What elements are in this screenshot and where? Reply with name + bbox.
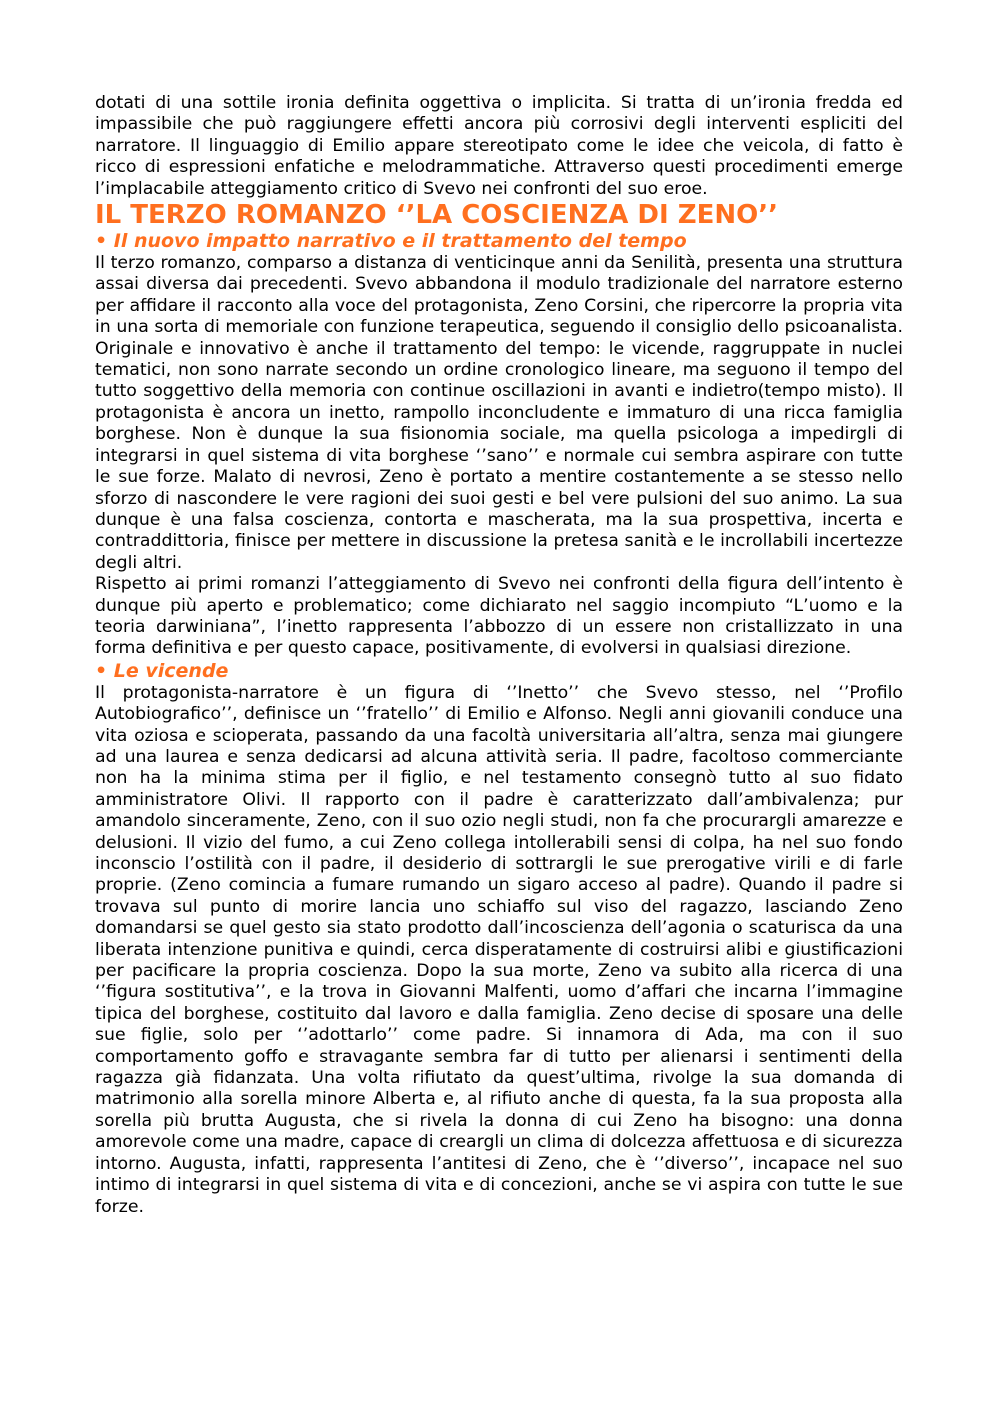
document-page — [95, 93, 903, 1218]
narrative-paragraph-1: Il terzo romanzo, comparso a distanza di venticinque anni da Senilità, presenta una struttura assai diversa dai precedenti. Svevo abbandona il modulo tradizionale del narratore esterno per affidare il racconto alla voce del protagonista, Zeno Corsini, che ripercorre la propria vita in una sorta di memoriale con funzione terapeutica, seguendo il consiglio dello psicoanalista. Originale e innovativo è anche il trattamento del tempo: le vicende, raggruppate in nuclei tematici, non sono narrate secondo un ordine cronologico lineare, ma seguono il tempo del tutto soggettivo della memoria con continue oscillazioni in avanti e indietro(tempo misto). Il protagonista è ancora un inetto, rampollo inconcludente e immaturo di una ricca famiglia borghese. Non è dunque la sua fisionomia sociale, ma quella psicologa a impedirgli di integrarsi in quel sistema di vita borghese ‘’sano’’ e normale cui sembra aspirare con tutte le sue forze. Malato di nevrosi, Zeno è portato a mentire costantemente a se stesso nello sforzo di nascondere le vere ragioni dei suoi gesti e bel vere pulsioni del suo animo. La sua dunque è una falsa coscienza, contorta e mascherata, ma la sua prospettiva, incerta e contraddittoria, finisce per mettere in discussione la pretesa sanità e le incrollabili incertezze degli altri. — [95, 253, 903, 573]
subsection-heading-narrative: • Il nuovo impatto narrativo e il trattamento del tempo — [95, 230, 687, 253]
vicende-paragraph: Il protagonista-narratore è un figura di ‘’Inetto’’ che Svevo stesso, nel ‘’Profilo Autobiografico’’, definisce un ‘’fratello’’ di Emilio e Alfonso. Negli anni giovanili conduce una vita oziosa e scioperata, passando da una facoltà universitaria all’altra, senza mai giungere ad una laurea e senza dedicarsi ad alcuna attività seria. Il padre, facoltoso commerciante non ha la minima stima per il figlio, e nel testamento consegnò tutto al suo fidato amministratore Olivi. Il rapporto con il padre è caratterizzato dall’ambivalenza; pur amandolo sinceramente, Zeno, con il suo ozio negli studi, non fa che procurargli amarezze e delusioni. Il vizio del fumo, a cui Zeno collega intollerabili sensi di colpa, ha nel suo fondo inconscio l’ostilità con il padre, il desiderio di sottrargli le sue prerogative virili e di farle proprie. (Zeno comincia a fumare rumando un sigaro acceso al padre). Quando il padre si trovava sul punto di morire lancia uno schiaffo sul viso del ragazzo, lasciando Zeno domandarsi se quel gesto sia stato prodotto dall’incoscienza dell’agonia o scaturisca da una liberata intenzione punitiva e quindi, cerca disperatamente di costruirsi alibi e giustificazioni per pacificare la propria coscienza. Dopo la sua morte, Zeno va subito alla ricerca di una ‘’figura sostitutiva’’, e la trova in Giovanni Malfenti, uomo d’affari che incarna l’immagine tipica del borghese, costituito dal lavoro e dalla famiglia. Zeno decise di sposare una delle sue figlie, solo per ‘’adottarlo’’ come padre. Si innamora di Ada, ma con il suo comportamento goffo e stravagante sembra far di tutto per alienarsi i sentimenti della ragazza già fidanzata. Una volta rifiutato da quest’ultima, rivolge la sua domanda di matrimonio alla sorella minore Alberta e, al rifiuto anche di questa, fa la sua proposta alla sorella più brutta Augusta, che si rivela la donna di cui Zeno ha bisogno: una donna amorevole come una madre, capace di creargli un clima di dolcezza affettuosa e di sicurezza intorno. Augusta, infatti, rappresenta l’antitesi di Zeno, che è ‘’diverso’’, incapace nel suo intimo di integrarsi in quel sistema di vita e di concezioni, anche se vi aspira con tutte le sue forze. — [95, 682, 903, 1217]
section-title: IL TERZO ROMANZO ‘’LA COSCIENZA DI ZENO’’ — [95, 200, 778, 231]
intro-paragraph: dotati di una sottile ironia definita oggettiva o implicita. Si tratta di un’ironia fredda ed impassibile che può raggiungere effetti ancora più corrosivi degli interventi espliciti del narratore. Il linguaggio di Emilio appare stereotipato come le idee che veicola, di fatto è ricco di espressioni enfatiche e melodrammatiche. Attraverso questi procedimenti emerge l’implacabile atteggiamento critico di Svevo nei confronti del suo eroe. — [95, 93, 903, 199]
narrative-paragraph-2: Rispetto ai primi romanzi l’atteggiamento di Svevo nei confronti della figura dell’intento è dunque più aperto e problematico; come dichiarato nel saggio incompiuto “L’uomo e la teoria darwiniana”, l’inetto rappresenta l’abbozzo di un essere non cristallizzato in una forma definitiva e per questo capace, positivamente, di evolversi in qualsiasi direzione. — [95, 574, 903, 659]
subsection-heading-vicende: • Le vicende — [95, 659, 229, 682]
